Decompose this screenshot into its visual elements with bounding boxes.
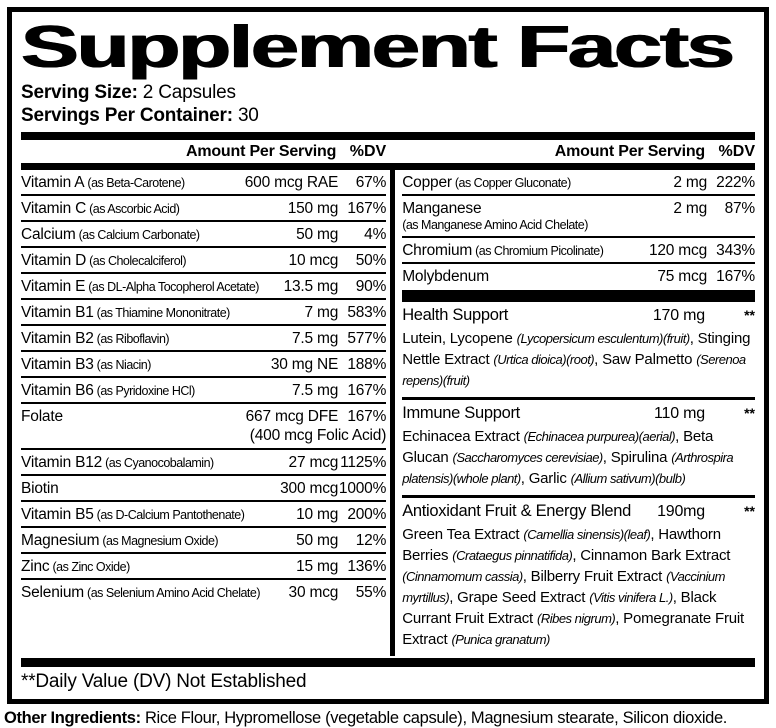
- nutrient-amount: 7.5 mg: [292, 382, 339, 399]
- nutrient-form: (as Beta-Carotene): [87, 176, 185, 190]
- servings-per-container-value: 30: [232, 105, 259, 126]
- nutrient-dv: 50%: [355, 252, 387, 269]
- nutrient-amount: 300 mcg: [280, 480, 339, 497]
- blend-antioxidant-fruit-energy: [402, 495, 755, 656]
- blend-dv: **: [744, 405, 755, 421]
- nutrient-form: (as D-Calcium Pantothenate): [96, 508, 245, 522]
- nutrient-dv: 87%: [724, 200, 755, 217]
- servings-per-container-label: Servings Per Container:: [21, 105, 233, 126]
- nutrient-form: (as Pyridoxine HCl): [96, 384, 195, 398]
- nutrient-amount: 2 mg: [673, 200, 707, 217]
- nutrient-amount: 30 mg NE: [270, 356, 339, 373]
- other-ingredients-label: Other Ingredients:: [4, 709, 141, 727]
- nutrient-amount: 7.5 mg: [292, 330, 339, 347]
- nutrient-form: (as Riboflavin): [96, 332, 170, 346]
- nutrient-name: Vitamin B1: [21, 304, 94, 321]
- nutrient-dv: 222%: [716, 174, 755, 191]
- blend-name: Health Support: [402, 306, 509, 324]
- divider-bar-bottom: [21, 658, 755, 667]
- nutrient-dv: 167%: [347, 408, 387, 425]
- nutrient-dv: 67%: [355, 174, 387, 191]
- nutrient-dv: 1000%: [338, 480, 387, 497]
- nutrient-dv: 167%: [347, 382, 387, 399]
- nutrient-amount: 667 mcg DFE: [245, 408, 339, 425]
- blend-name: Immune Support: [402, 404, 520, 422]
- nutrient-name: Vitamin C: [21, 200, 87, 217]
- nutrient-name: Manganese: [402, 200, 482, 217]
- nutrient-amount: 13.5 mg: [283, 278, 339, 295]
- other-ingredients-text: Rice Flour, Hypromellose (vegetable capsule), Magnesium stearate, Silicon dioxide.: [140, 709, 728, 727]
- divider-bar-header: [21, 163, 755, 170]
- nutrient-amount: 75 mcg: [657, 268, 707, 285]
- nutrient-row-vitamin-b5: [21, 502, 386, 528]
- nutrient-form: (as Magnesium Oxide): [102, 534, 219, 548]
- nutrient-row-calcium: [21, 222, 386, 248]
- serving-size-line: [21, 81, 755, 104]
- blend-ingredients: Green Tea Extract (Camellia sinensis)(leaf), Hawthorn Berries (Crataegus pinnatifida), Cinnamon Bark Extract (Cinnamomum cassia), Bilberry Fruit Extract (Vaccinium myrtillus), Grape Seed Extract (Vitis vinifera L.), Black Currant Fruit Extract (Ribes nigrum), Pomegranate Fruit Extract (Punica granatum): [402, 526, 744, 648]
- nutrient-dv: 90%: [355, 278, 387, 295]
- serving-size-label: Serving Size:: [21, 82, 138, 103]
- nutrient-name: Vitamin A: [21, 174, 85, 191]
- nutrient-form: (as Thiamine Mononitrate): [96, 306, 230, 320]
- nutrient-row-vitamin-b2: [21, 326, 386, 352]
- nutrient-name: Zinc: [21, 558, 50, 575]
- nutrient-dv: 200%: [347, 506, 387, 523]
- blend-amount: 110 mg: [654, 405, 705, 422]
- dv-header: %DV: [718, 143, 755, 160]
- nutrient-row-vitamin-a: [21, 170, 386, 196]
- blend-dv: **: [744, 307, 755, 323]
- nutrient-row-vitamin-b3: [21, 352, 386, 378]
- nutrient-row-vitamin-d: [21, 248, 386, 274]
- nutrient-name: Selenium: [21, 584, 85, 601]
- nutrient-name: Molybdenum: [402, 268, 489, 285]
- nutrient-amount: 10 mg: [296, 506, 339, 523]
- blend-name: Antioxidant Fruit & Energy Blend: [402, 502, 632, 520]
- nutrient-row-copper: [402, 170, 755, 196]
- blend-ingredients: Echinacea Extract (Echinacea purpurea)(aerial), Beta Glucan (Saccharomyces cerevisiae), Spirulina (Arthrospira platensis)(whole plant), Garlic (Allium sativum)(bulb): [402, 428, 734, 487]
- supplement-facts-panel: [7, 7, 769, 704]
- nutrient-name: Vitamin B12: [21, 454, 103, 471]
- nutrient-dv: 167%: [716, 268, 755, 285]
- column-headers: [21, 140, 755, 163]
- daily-value-footnote: **Daily Value (DV) Not Established: [21, 671, 307, 692]
- nutrient-row-biotin: [21, 476, 386, 502]
- blend-ingredients: Lutein, Lycopene (Lycopersicum esculentum)(fruit), Stinging Nettle Extract (Urtica dioica)(root), Saw Palmetto (Serenoa repens)(fruit): [402, 330, 751, 388]
- nutrient-row-vitamin-e: [21, 274, 386, 300]
- nutrient-columns: [21, 170, 755, 656]
- nutrient-row-manganese: [402, 196, 755, 238]
- nutrient-name: Folate: [21, 408, 63, 425]
- nutrient-name: Biotin: [21, 480, 59, 497]
- nutrient-name: Calcium: [21, 226, 76, 243]
- nutrient-amount: 15 mg: [296, 558, 339, 575]
- nutrient-row-magnesium: [21, 528, 386, 554]
- nutrient-form: (as Cyanocobalamin): [105, 456, 214, 470]
- nutrient-form: (as Manganese Amino Acid Chelate): [402, 218, 588, 232]
- nutrient-form: (as Chromium Picolinate): [475, 244, 604, 258]
- nutrient-amount: 120 mcg: [648, 242, 707, 259]
- nutrient-dv: 343%: [716, 242, 755, 259]
- nutrient-amount: 7 mg: [304, 304, 339, 321]
- nutrient-form: (as Ascorbic Acid): [89, 202, 180, 216]
- dv-header: %DV: [349, 143, 387, 160]
- nutrient-dv: 167%: [347, 200, 387, 217]
- blend-health-support: [402, 302, 755, 397]
- nutrient-row-selenium: [21, 580, 386, 604]
- nutrient-amount-note: (400 mcg Folic Acid): [249, 427, 387, 444]
- nutrient-row-folate: [21, 404, 386, 450]
- nutrient-form: (as Zinc Oxide): [52, 560, 130, 574]
- nutrient-row-chromium: [402, 238, 755, 264]
- nutrient-dv: 136%: [347, 558, 387, 575]
- nutrient-dv: 4%: [364, 226, 387, 243]
- nutrient-form: (as Selenium Amino Acid Chelate): [87, 586, 261, 600]
- nutrient-dv: 577%: [347, 330, 387, 347]
- amount-per-serving-header: Amount Per Serving: [554, 143, 705, 160]
- nutrient-name: Vitamin E: [21, 278, 86, 295]
- right-column-header: [390, 143, 755, 161]
- servings-per-container-line: [21, 104, 755, 127]
- divider-bar-top: [21, 132, 755, 140]
- nutrient-amount: 30 mcg: [288, 584, 339, 601]
- nutrient-amount: 2 mg: [673, 174, 707, 191]
- nutrient-form: (as Copper Gluconate): [454, 176, 571, 190]
- nutrient-row-molybdenum: [402, 264, 755, 288]
- left-nutrient-column: [21, 170, 390, 656]
- nutrient-name: Vitamin B2: [21, 330, 94, 347]
- nutrient-form: (as Niacin): [96, 358, 151, 372]
- nutrient-dv: 12%: [355, 532, 387, 549]
- blend-amount: 190mg: [657, 503, 705, 520]
- nutrient-name: Chromium: [402, 242, 473, 259]
- serving-size-value: 2 Capsules: [137, 82, 236, 103]
- nutrient-name: Vitamin D: [21, 252, 87, 269]
- nutrient-name: Vitamin B6: [21, 382, 94, 399]
- panel-title-text: Supplement Facts: [21, 14, 733, 80]
- nutrient-dv: 583%: [347, 304, 387, 321]
- nutrient-dv: 55%: [355, 584, 387, 601]
- nutrient-amount: 50 mg: [296, 226, 339, 243]
- nutrient-row-vitamin-b6: [21, 378, 386, 404]
- panel-title: [21, 15, 755, 81]
- blend-amount: 170 mg: [652, 307, 705, 324]
- other-ingredients-line: [4, 709, 770, 728]
- nutrient-name: Magnesium: [21, 532, 100, 549]
- nutrient-row-vitamin-b1: [21, 300, 386, 326]
- nutrient-amount: 150 mg: [287, 200, 339, 217]
- blend-dv: **: [744, 503, 755, 519]
- nutrient-name: Vitamin B3: [21, 356, 94, 373]
- nutrient-form: (as Calcium Carbonate): [78, 228, 200, 242]
- nutrient-amount: 600 mcg RAE: [244, 174, 339, 191]
- nutrient-amount: 50 mg: [296, 532, 339, 549]
- nutrient-form: (as Cholecalciferol): [89, 254, 187, 268]
- nutrient-amount: 10 mcg: [288, 252, 339, 269]
- divider-bar-minerals: [402, 290, 755, 302]
- nutrient-row-vitamin-b12: [21, 450, 386, 476]
- nutrient-dv: 188%: [347, 356, 387, 373]
- left-column-header: [21, 143, 390, 161]
- amount-per-serving-header: Amount Per Serving: [185, 143, 337, 160]
- nutrient-amount: 27 mcg: [288, 454, 339, 471]
- right-nutrient-column: [390, 170, 755, 656]
- nutrient-name: Vitamin B5: [21, 506, 94, 523]
- nutrient-row-vitamin-c: [21, 196, 386, 222]
- blend-immune-support: [402, 397, 755, 495]
- nutrient-name: Copper: [402, 174, 452, 191]
- nutrient-row-zinc: [21, 554, 386, 580]
- nutrient-dv: 1125%: [340, 454, 387, 471]
- nutrient-form: (as DL-Alpha Tocopherol Acetate): [88, 280, 259, 294]
